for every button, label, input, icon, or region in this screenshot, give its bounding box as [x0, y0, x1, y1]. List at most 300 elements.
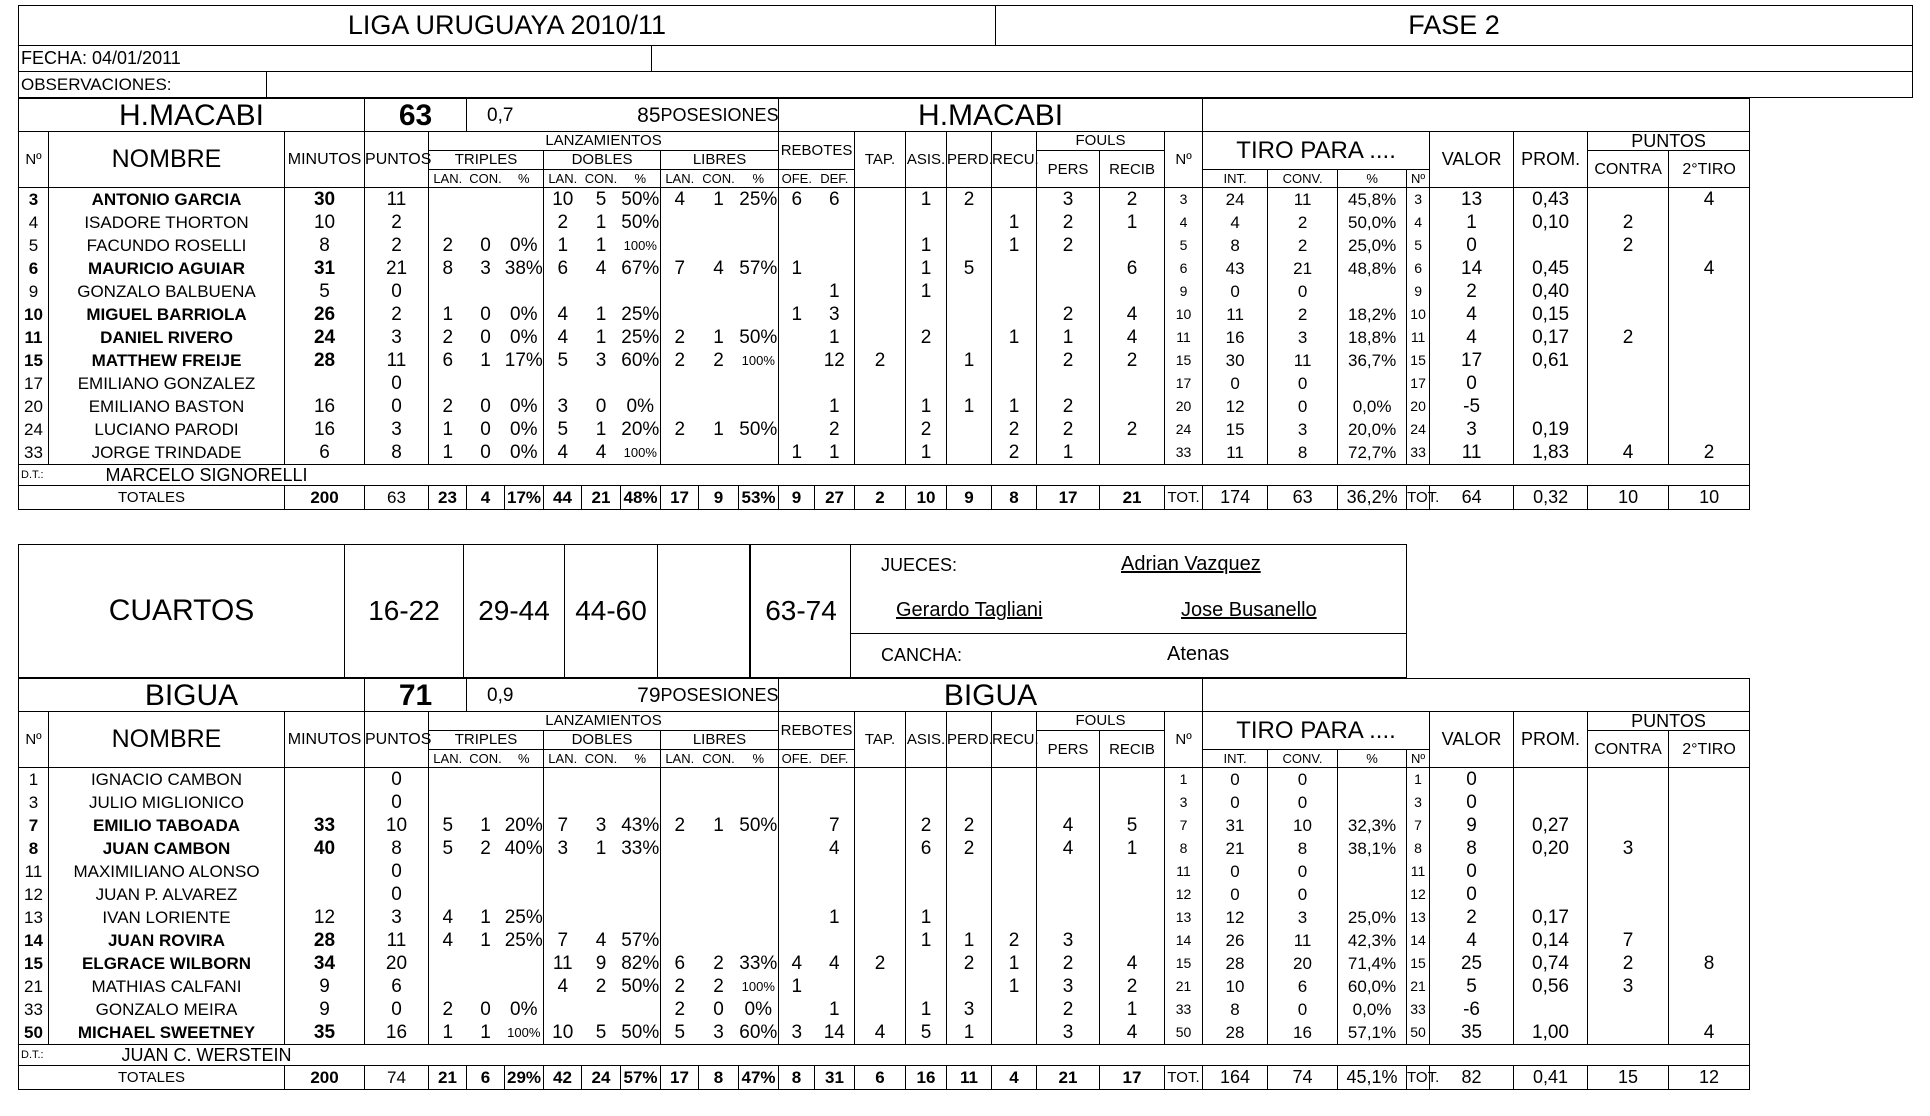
cell-no2: 1 — [1165, 768, 1203, 792]
cell-int: 8 — [1203, 234, 1268, 257]
cell-d-lan: 10 — [544, 1021, 582, 1045]
cell-no3: 1 — [1407, 768, 1430, 792]
cell-t-pct — [505, 372, 544, 395]
cell-t-pct: 0% — [510, 396, 538, 417]
cell-prom: 0,15 — [1514, 303, 1588, 326]
cell-recib: 2 — [1100, 349, 1165, 372]
cell-d-lan: 4 — [544, 975, 582, 998]
cell-t-pct — [505, 860, 544, 883]
cell-no2: 15 — [1165, 349, 1203, 372]
cell-d-con: 1 — [595, 235, 607, 256]
cell-perd: 1 — [947, 349, 992, 372]
cell-l-lan — [661, 280, 699, 303]
cell-min: 31 — [285, 257, 365, 280]
cell-prom — [1514, 768, 1588, 792]
cell-d-pct — [621, 883, 661, 906]
cell-l-lan: 2 — [661, 349, 699, 372]
cell-l-pct: 25% — [739, 189, 778, 210]
cell-t-lan — [429, 768, 467, 792]
total-recu: 8 — [992, 486, 1037, 510]
cell-asis: 1 — [906, 234, 947, 257]
cell-recu — [992, 303, 1037, 326]
cell-l-pct — [739, 303, 779, 326]
cell-perd: 2 — [947, 837, 992, 860]
totals-row — [19, 486, 1750, 510]
cell-no: 12 — [19, 883, 49, 906]
total-t-con: 4 — [467, 486, 505, 510]
cell-no3: 15 — [1407, 952, 1430, 975]
team-name: BIGUA — [19, 679, 365, 712]
cell-no: 11 — [19, 860, 49, 883]
cell-perd — [947, 975, 992, 998]
cell-t-lan: 2 — [429, 234, 467, 257]
cell-no3: 14 — [1407, 929, 1430, 952]
cell-segundo — [1669, 906, 1750, 929]
cell-d-pct: 25% — [621, 327, 660, 348]
col-segundo-tiro: 2°TIRO — [1669, 731, 1750, 768]
cell-ofe — [779, 814, 815, 837]
cell-segundo — [1669, 929, 1750, 952]
cell-l-con: 1 — [713, 327, 724, 348]
total-asis: 10 — [906, 486, 947, 510]
cell-t-pct — [505, 883, 544, 906]
col-rebotes: REBOTES — [779, 712, 855, 750]
cell-no3: 7 — [1407, 814, 1430, 837]
cell-recu: 1 — [992, 395, 1037, 418]
total-valor: 82 — [1430, 1066, 1514, 1090]
cell-tpct: 71,4% — [1338, 952, 1407, 975]
cell-contra — [1588, 418, 1669, 441]
cell-pts: 3 — [365, 418, 429, 441]
col-fouls: FOULS — [1037, 712, 1165, 731]
cell-l-pct — [739, 234, 779, 257]
cell-contra: 4 — [1588, 441, 1669, 465]
total-d-con: 24 — [582, 1066, 621, 1090]
cell-t-con — [467, 952, 505, 975]
dt-name: MARCELO SIGNORELLI — [49, 465, 365, 486]
cell-t-lan: 2 — [429, 998, 467, 1021]
cell-recu: 1 — [992, 234, 1037, 257]
cell-prom — [1514, 998, 1588, 1021]
cell-d-lan: 7 — [544, 929, 582, 952]
total-pts: 74 — [365, 1066, 429, 1090]
cell-t-lan: 4 — [429, 929, 467, 952]
cell-tap — [855, 234, 906, 257]
cell-conv: 11 — [1268, 349, 1338, 372]
cell-segundo — [1669, 211, 1750, 234]
total-d-lan: 42 — [544, 1066, 582, 1090]
cell-conv: 0 — [1268, 280, 1338, 303]
cell-ofe — [779, 372, 815, 395]
col-t-con: CON. — [467, 750, 505, 768]
cell-int: 30 — [1203, 349, 1268, 372]
cell-ofe — [779, 883, 815, 906]
cell-d-lan: 6 — [544, 257, 582, 280]
cell-no: 15 — [19, 349, 49, 372]
cell-d-pct: 33% — [621, 838, 660, 859]
cell-pts: 11 — [365, 188, 429, 212]
cell-recu — [992, 837, 1037, 860]
cell-contra — [1588, 280, 1669, 303]
cell-no2: 8 — [1165, 837, 1203, 860]
cell-def: 1 — [828, 327, 840, 348]
col-d-con: CON. — [582, 750, 621, 768]
total-t-lan: 21 — [429, 1066, 467, 1090]
cell-contra — [1588, 395, 1669, 418]
cell-tap — [855, 768, 906, 792]
cell-ofe — [779, 211, 815, 234]
cell-contra — [1588, 372, 1669, 395]
col-valor: VALOR — [1430, 132, 1514, 188]
cell-l-pct — [739, 441, 779, 465]
col-t-pct: % — [505, 750, 544, 768]
cell-t-pct — [505, 280, 544, 303]
cell-t-con: 1 — [480, 815, 491, 836]
cell-prom: 0,61 — [1514, 349, 1588, 372]
cell-no3: 12 — [1407, 883, 1430, 906]
cell-d-pct — [621, 280, 661, 303]
col-d-lan: LAN. — [544, 750, 582, 768]
cell-contra — [1588, 257, 1669, 280]
cell-int: 31 — [1203, 814, 1268, 837]
cell-pers: 3 — [1037, 188, 1100, 212]
cell-tap — [855, 441, 906, 465]
cell-tap: 4 — [855, 1021, 906, 1045]
cell-pts: 11 — [365, 349, 429, 372]
cell-t-lan — [429, 211, 467, 234]
cell-t-con: 0 — [480, 396, 491, 417]
cell-valor: 0 — [1430, 768, 1514, 792]
cell-pers: 1 — [1037, 441, 1100, 465]
cell-int: 24 — [1203, 188, 1268, 212]
cell-min — [285, 883, 365, 906]
cell-conv: 6 — [1268, 975, 1338, 998]
cell-recu — [992, 814, 1037, 837]
cell-t-con — [467, 975, 505, 998]
cell-pts: 16 — [365, 1021, 429, 1045]
cell-recib — [1100, 906, 1165, 929]
col-int: INT. — [1203, 750, 1268, 768]
cell-recu: 1 — [992, 211, 1037, 234]
cell-name: MATHIAS CALFANI — [49, 975, 285, 998]
cell-no: 21 — [19, 975, 49, 998]
cell-valor: 17 — [1430, 349, 1514, 372]
cell-ofe — [779, 234, 815, 257]
total-contra: 15 — [1588, 1066, 1669, 1090]
total-pers: 17 — [1037, 486, 1100, 510]
cell-int: 12 — [1203, 906, 1268, 929]
cell-l-con — [699, 280, 739, 303]
cell-tpct — [1338, 768, 1407, 792]
cell-min: 9 — [285, 975, 365, 998]
cell-asis: 2 — [906, 814, 947, 837]
cell-t-pct: 25% — [504, 907, 543, 928]
cell-l-pct — [739, 768, 779, 792]
cell-conv: 0 — [1268, 395, 1338, 418]
cell-no: 6 — [19, 257, 49, 280]
cell-prom — [1514, 372, 1588, 395]
cell-valor: 4 — [1430, 303, 1514, 326]
cell-perd: 2 — [947, 814, 992, 837]
cell-l-pct — [739, 906, 779, 929]
cell-tap — [855, 303, 906, 326]
cell-conv: 16 — [1268, 1021, 1338, 1045]
cell-l-pct — [739, 883, 779, 906]
quarter-1-score: 16-22 — [345, 545, 464, 677]
cell-d-con — [582, 280, 621, 303]
cell-l-con — [699, 906, 739, 929]
team-score: 63 — [365, 99, 467, 132]
cell-segundo — [1669, 326, 1750, 349]
cell-t-lan: 5 — [429, 837, 467, 860]
cell-int: 28 — [1203, 1021, 1268, 1045]
cell-tpct: 25,0% — [1338, 906, 1407, 929]
cell-segundo — [1669, 998, 1750, 1021]
cell-min: 26 — [285, 303, 365, 326]
cell-int: 0 — [1203, 372, 1268, 395]
cell-name: EMILIANO BASTON — [49, 395, 285, 418]
col-puntos: PUNTOS — [365, 132, 429, 188]
quarters-panel — [18, 544, 851, 678]
cell-prom: 0,14 — [1514, 929, 1588, 952]
cell-no2: 5 — [1165, 234, 1203, 257]
cell-name: ANTONIO GARCIA — [49, 188, 285, 212]
cell-t-lan — [429, 883, 467, 906]
cell-prom: 0,17 — [1514, 906, 1588, 929]
cell-prom: 0,56 — [1514, 975, 1588, 998]
cell-d-lan: 3 — [544, 395, 582, 418]
cell-l-con — [699, 211, 739, 234]
cell-no3: 17 — [1407, 372, 1430, 395]
cell-valor: 0 — [1430, 883, 1514, 906]
tot-label: TOT. — [1165, 1066, 1203, 1090]
cell-tpct — [1338, 883, 1407, 906]
cell-d-lan — [544, 280, 582, 303]
cell-no: 8 — [19, 837, 49, 860]
cell-pers — [1037, 791, 1100, 814]
cell-pers: 4 — [1037, 814, 1100, 837]
cell-l-con — [699, 234, 739, 257]
cell-t-lan: 4 — [429, 906, 467, 929]
cell-d-lan: 4 — [544, 303, 582, 326]
officials-divider — [851, 633, 1406, 634]
cell-t-con: 0 — [480, 419, 491, 440]
cell-d-lan: 4 — [544, 441, 582, 465]
cell-t-con: 2 — [480, 838, 491, 859]
cell-perd: 2 — [947, 188, 992, 212]
total-l-pct: 47% — [739, 1066, 779, 1090]
team-ratio: 0,9 — [467, 679, 582, 712]
total-contra: 10 — [1588, 486, 1669, 510]
cell-l-lan: 2 — [661, 814, 699, 837]
cell-asis — [906, 883, 947, 906]
cell-d-pct — [621, 860, 661, 883]
cell-no: 4 — [19, 211, 49, 234]
cell-l-con: 3 — [713, 1022, 724, 1043]
cell-pers: 2 — [1037, 234, 1100, 257]
cell-asis — [906, 372, 947, 395]
cell-d-pct: 50% — [621, 976, 660, 997]
col-nro: Nº — [19, 712, 49, 768]
cell-contra — [1588, 906, 1669, 929]
cell-int: 43 — [1203, 257, 1268, 280]
col-nombre: NOMBRE — [49, 132, 285, 188]
cell-t-pct: 0% — [510, 327, 538, 348]
cell-asis: 1 — [906, 188, 947, 212]
cell-l-pct — [739, 280, 779, 303]
cell-d-con: 3 — [595, 350, 607, 371]
cell-d-pct: 57% — [621, 930, 660, 951]
col-l-con: CON. — [699, 750, 739, 768]
cell-d-con: 0 — [595, 396, 607, 417]
cell-l-pct: 50% — [739, 815, 778, 836]
cell-asis: 1 — [906, 441, 947, 465]
cell-d-con — [582, 791, 621, 814]
quarters-label: CUARTOS — [19, 545, 345, 677]
cell-l-lan — [661, 441, 699, 465]
col-conv: CONV. — [1268, 170, 1338, 188]
cell-t-pct: 38% — [504, 258, 543, 279]
cell-min — [285, 372, 365, 395]
col-t-pct: % — [505, 170, 544, 188]
cell-recib: 2 — [1100, 188, 1165, 212]
judge-1: Adrian Vazquez — [1121, 553, 1261, 575]
cell-conv: 21 — [1268, 257, 1338, 280]
cell-perd: 1 — [947, 395, 992, 418]
cell-name: GONZALO BALBUENA — [49, 280, 285, 303]
judge-2: Gerardo Tagliani — [896, 599, 1043, 621]
cell-no3: 3 — [1407, 188, 1430, 212]
cell-l-pct — [739, 211, 779, 234]
cell-tap — [855, 372, 906, 395]
cell-t-con — [467, 188, 505, 212]
cell-no2: 11 — [1165, 326, 1203, 349]
col-tiro-para: TIRO PARA .... — [1203, 132, 1430, 170]
cell-d-lan — [544, 372, 582, 395]
cell-asis: 6 — [906, 837, 947, 860]
cell-d-lan: 3 — [544, 837, 582, 860]
cell-no: 5 — [19, 234, 49, 257]
cell-name: IGNACIO CAMBON — [49, 768, 285, 792]
cell-recib: 4 — [1100, 326, 1165, 349]
cell-contra — [1588, 303, 1669, 326]
cell-l-con — [699, 860, 739, 883]
total-min: 200 — [285, 486, 365, 510]
cell-def: 1 — [828, 999, 840, 1020]
cell-recib — [1100, 234, 1165, 257]
cell-min: 34 — [285, 952, 365, 975]
cell-prom — [1514, 860, 1588, 883]
col-t-lan: LAN. — [429, 750, 467, 768]
total-tap: 2 — [855, 486, 906, 510]
cell-t-con: 0 — [480, 327, 491, 348]
cell-t-pct: 17% — [504, 350, 543, 371]
cell-no3: 3 — [1407, 791, 1430, 814]
cell-l-lan — [661, 860, 699, 883]
cell-d-pct — [621, 768, 661, 792]
cell-name: EMILIO TABOADA — [49, 814, 285, 837]
cell-recib — [1100, 791, 1165, 814]
cell-tpct: 48,8% — [1338, 257, 1407, 280]
cell-int: 0 — [1203, 280, 1268, 303]
cell-contra — [1588, 814, 1669, 837]
cell-no3: 9 — [1407, 280, 1430, 303]
cell-perd — [947, 303, 992, 326]
cell-recu: 2 — [992, 929, 1037, 952]
cell-no3: 33 — [1407, 998, 1430, 1021]
col-t-lan: LAN. — [429, 170, 467, 188]
cell-t-con: 0 — [480, 304, 491, 325]
possessions-label: POSESIONES — [661, 679, 779, 712]
cell-segundo: 4 — [1669, 257, 1750, 280]
cell-l-con — [699, 303, 739, 326]
cell-t-con — [467, 860, 505, 883]
cell-pts: 6 — [365, 975, 429, 998]
cell-no2: 10 — [1165, 303, 1203, 326]
cell-ofe: 6 — [779, 188, 815, 212]
cell-t-pct: 25% — [504, 930, 543, 951]
cell-tap: 2 — [855, 952, 906, 975]
cell-tap — [855, 280, 906, 303]
cell-segundo: 4 — [1669, 1021, 1750, 1045]
col-recu: RECU. — [992, 712, 1037, 768]
cell-pts: 0 — [365, 768, 429, 792]
judge-3: Jose Busanello — [1181, 599, 1317, 621]
cell-pts: 0 — [365, 791, 429, 814]
cell-contra — [1588, 1021, 1669, 1045]
cell-l-lan — [661, 929, 699, 952]
cell-t-pct — [505, 188, 544, 212]
cell-tap — [855, 883, 906, 906]
cell-tpct: 72,7% — [1338, 441, 1407, 465]
cell-int: 0 — [1203, 883, 1268, 906]
quarter-2-score: 29-44 — [464, 545, 565, 677]
cell-no2: 24 — [1165, 418, 1203, 441]
cell-tpct — [1338, 860, 1407, 883]
cell-min — [285, 860, 365, 883]
cell-pts: 0 — [365, 372, 429, 395]
cell-recu — [992, 998, 1037, 1021]
cell-contra — [1588, 860, 1669, 883]
cell-d-pct: 100% — [623, 445, 657, 460]
cell-def: 4 — [828, 953, 840, 974]
team-name: H.MACABI — [19, 99, 365, 132]
cell-tpct: 57,1% — [1338, 1021, 1407, 1045]
cell-pers: 2 — [1037, 211, 1100, 234]
cell-int: 0 — [1203, 791, 1268, 814]
team-possessions: 79 — [582, 679, 661, 712]
cell-t-con: 0 — [480, 235, 491, 256]
dt-label: D.T.: — [19, 465, 49, 486]
col-prom: PROM. — [1514, 712, 1588, 768]
cell-prom: 0,27 — [1514, 814, 1588, 837]
cell-prom: 0,20 — [1514, 837, 1588, 860]
cell-pers: 3 — [1037, 975, 1100, 998]
col-puntos-grp: PUNTOS — [1588, 712, 1750, 731]
cell-pts: 8 — [365, 837, 429, 860]
cell-ofe — [779, 860, 815, 883]
cell-min: 33 — [285, 814, 365, 837]
cell-t-con: 1 — [480, 907, 491, 928]
cell-d-con: 1 — [595, 838, 607, 859]
cell-name: MAURICIO AGUIAR — [49, 257, 285, 280]
cell-d-lan — [544, 791, 582, 814]
cell-segundo — [1669, 372, 1750, 395]
cell-perd: 1 — [947, 1021, 992, 1045]
cell-def — [815, 234, 855, 257]
cell-no3: 50 — [1407, 1021, 1430, 1045]
cell-t-con — [467, 372, 505, 395]
